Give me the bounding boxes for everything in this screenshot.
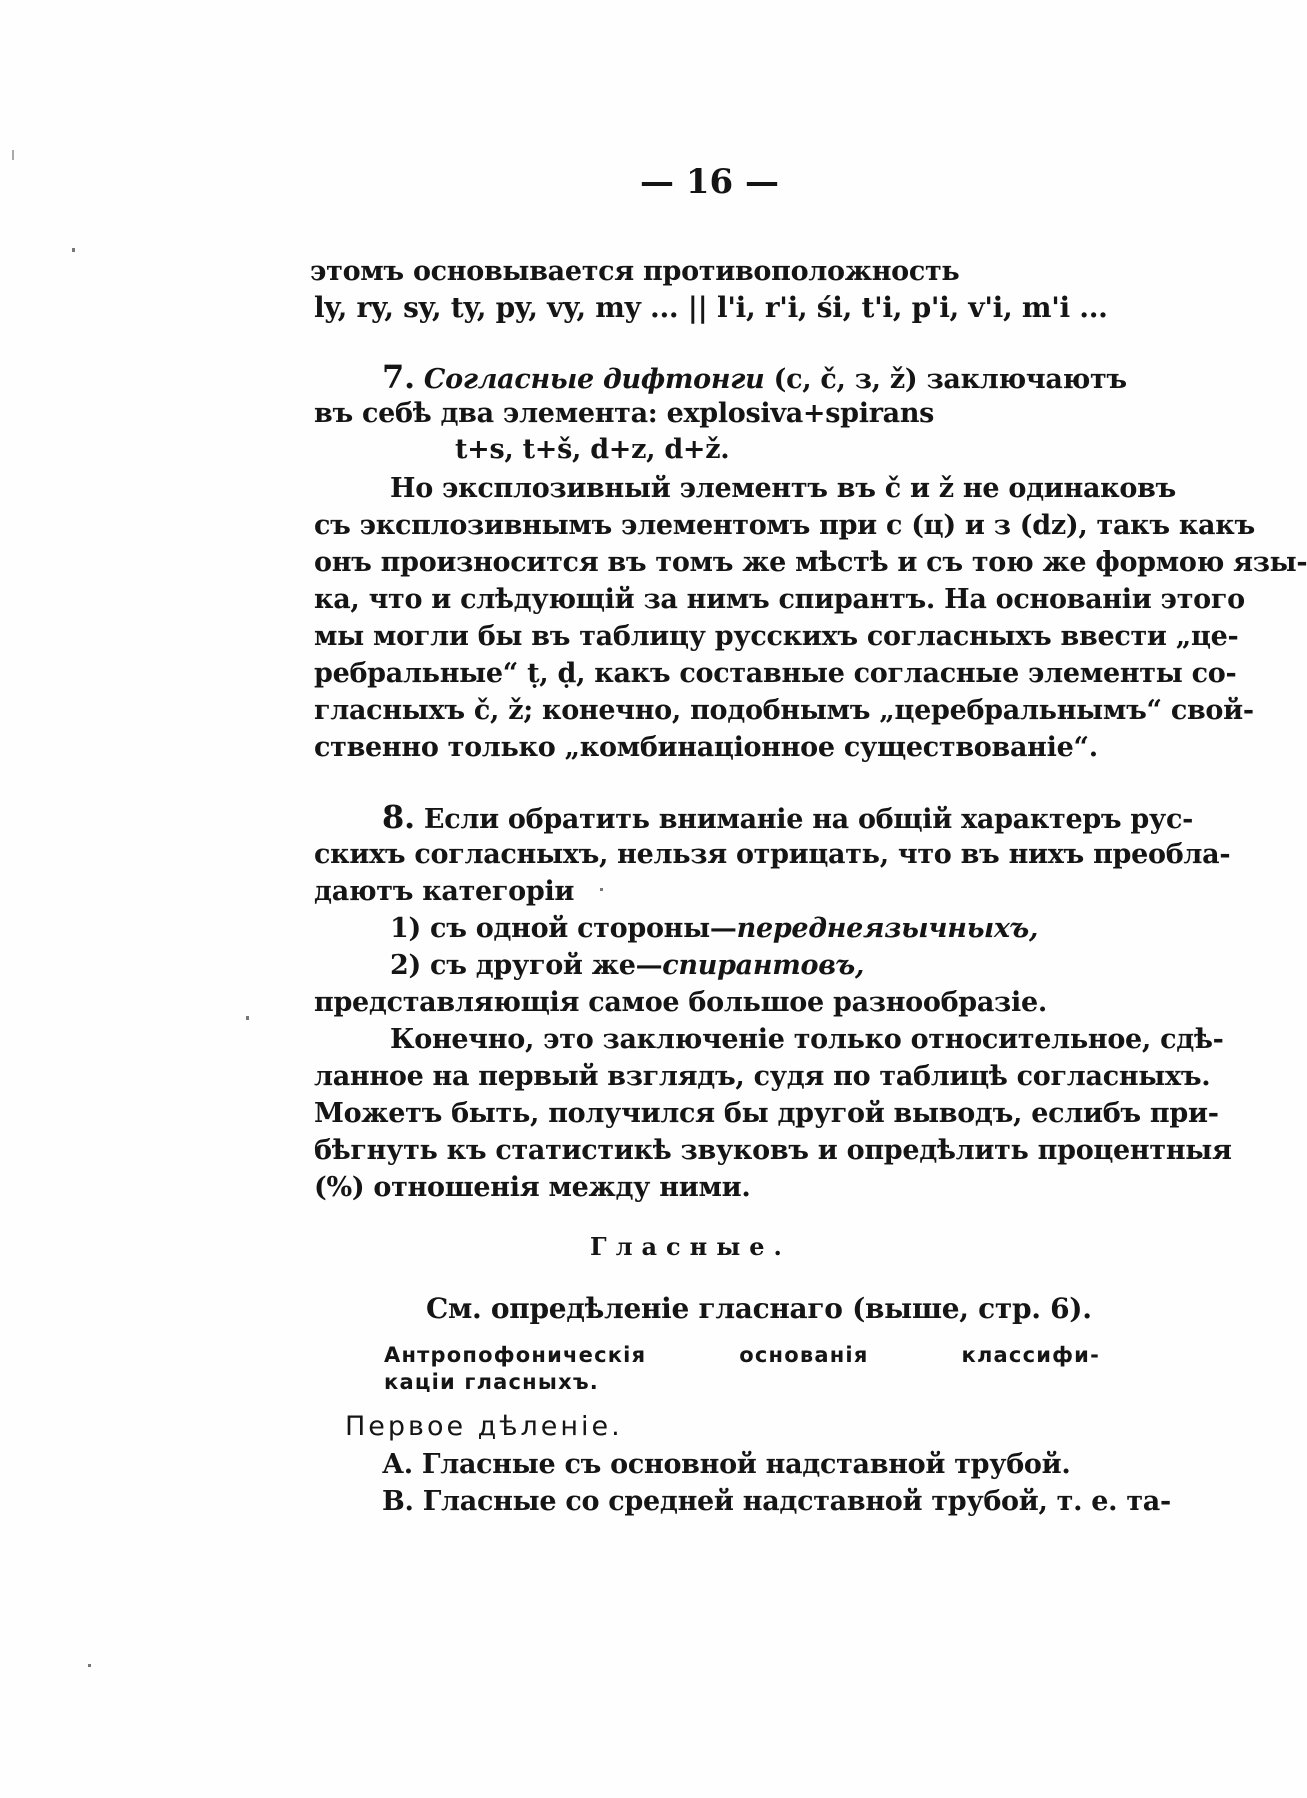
section-7-formula: t+s, t+š, d+z, d+ž. bbox=[455, 434, 730, 465]
line-intro: этомъ основывается противоположность bbox=[310, 256, 960, 287]
division-item-b: В. Гласные со средней надставной трубой, т. е. та- bbox=[382, 1486, 1171, 1517]
section-8-list-item-1 bbox=[390, 912, 1038, 946]
section-7-number: 7. bbox=[382, 358, 415, 396]
page-number: — 16 — bbox=[640, 162, 779, 202]
section-7-paragraph-line: ка, что и слѣдующій за нимъ спирантъ. На основаніи этого bbox=[314, 584, 1245, 615]
section-8-list-item-2 bbox=[390, 949, 864, 983]
section-8-last-line: (%) отношенія между ними. bbox=[314, 1172, 751, 1203]
section-7-paragraph-line: ственно только „комбинаціонное существованіе“. bbox=[314, 732, 1098, 763]
scan-speck bbox=[88, 1664, 91, 1667]
section-7-paragraph-line: Но эксплозивный элементъ въ č и ž не одинаковъ bbox=[390, 473, 1176, 504]
section-7-paragraph-line: гласныхъ č, ž; конечно, подобнымъ „церебральнымъ“ свой- bbox=[314, 695, 1254, 726]
section-7-paragraph-line: съ эксплозивнымъ элементомъ при с (ц) и з (dz), такъ какъ bbox=[314, 510, 1255, 541]
list-item-2-text: 2) съ другой же— bbox=[390, 950, 663, 981]
first-division-label: Первое дѣленіе. bbox=[345, 1411, 623, 1442]
scan-speck bbox=[12, 150, 14, 160]
section-8-paragraph-line: Можетъ быть, получился бы другой выводъ, еслибъ при- bbox=[314, 1098, 1219, 1129]
section-7-paragraph-line: онъ произносится въ томъ же мѣстѣ и съ тою же формою язы- bbox=[314, 547, 1307, 578]
vowels-see-definition: См. опредѣленіе гласнаго (выше, стр. 6). bbox=[426, 1292, 1092, 1325]
line-examples: ly, ry, sy, ty, py, vy, my ... || l'i, r'i, śi, t'i, p'i, v'i, m'i ... bbox=[314, 291, 1108, 324]
vowels-heading-line1: Антропофоническія основанія классифи- bbox=[384, 1343, 1100, 1367]
section-7-paragraph-line: мы могли бы въ таблицу русскихъ согласныхъ ввести „це- bbox=[314, 621, 1239, 652]
vowels-title: Гласные. bbox=[590, 1232, 791, 1261]
section-8-first-line bbox=[382, 798, 1194, 837]
section-7-paragraph-line: ребральные“ ṭ, ḍ, какъ составные согласные элементы со- bbox=[314, 658, 1237, 689]
list-item-1-italic: переднеязычныхъ, bbox=[736, 913, 1039, 944]
section-8-line3: даютъ категоріи bbox=[314, 876, 575, 907]
section-7-first-line bbox=[382, 358, 1127, 397]
scan-speck bbox=[600, 888, 603, 891]
division-item-a: А. Гласные съ основной надставной трубой. bbox=[382, 1449, 1071, 1480]
section-8-line6: представляющія самое большое разнообразіе. bbox=[314, 987, 1047, 1018]
scan-speck bbox=[246, 1016, 249, 1020]
section-7-line2: въ себѣ два элемента: explosiva+spirans bbox=[314, 398, 935, 429]
scan-speck bbox=[72, 248, 75, 252]
list-item-1-text: 1) съ одной стороны— bbox=[390, 913, 737, 944]
section-8-number: 8. bbox=[382, 798, 415, 836]
section-7-line1-rest: (c, č, з, ž) заключаютъ bbox=[773, 364, 1127, 395]
list-item-2-italic: спирантовъ, bbox=[662, 950, 865, 981]
section-8-paragraph-line: ланное на первый взглядъ, судя по таблицѣ согласныхъ. bbox=[314, 1061, 1211, 1092]
section-8-paragraph-line: Конечно, это заключеніе только относительное, сдѣ- bbox=[390, 1024, 1224, 1055]
section-7-title: Согласные дифтонги bbox=[423, 364, 765, 395]
vowels-heading-line2: каціи гласныхъ. bbox=[384, 1370, 599, 1394]
section-8-line2: скихъ согласныхъ, нельзя отрицать, что въ нихъ преобла- bbox=[314, 839, 1231, 870]
section-8-line1-rest: Если обратить вниманіе на общій характеръ рус- bbox=[423, 804, 1194, 835]
section-8-paragraph-line: бѣгнуть къ статистикѣ звуковъ и опредѣлить процентныя bbox=[314, 1135, 1232, 1166]
